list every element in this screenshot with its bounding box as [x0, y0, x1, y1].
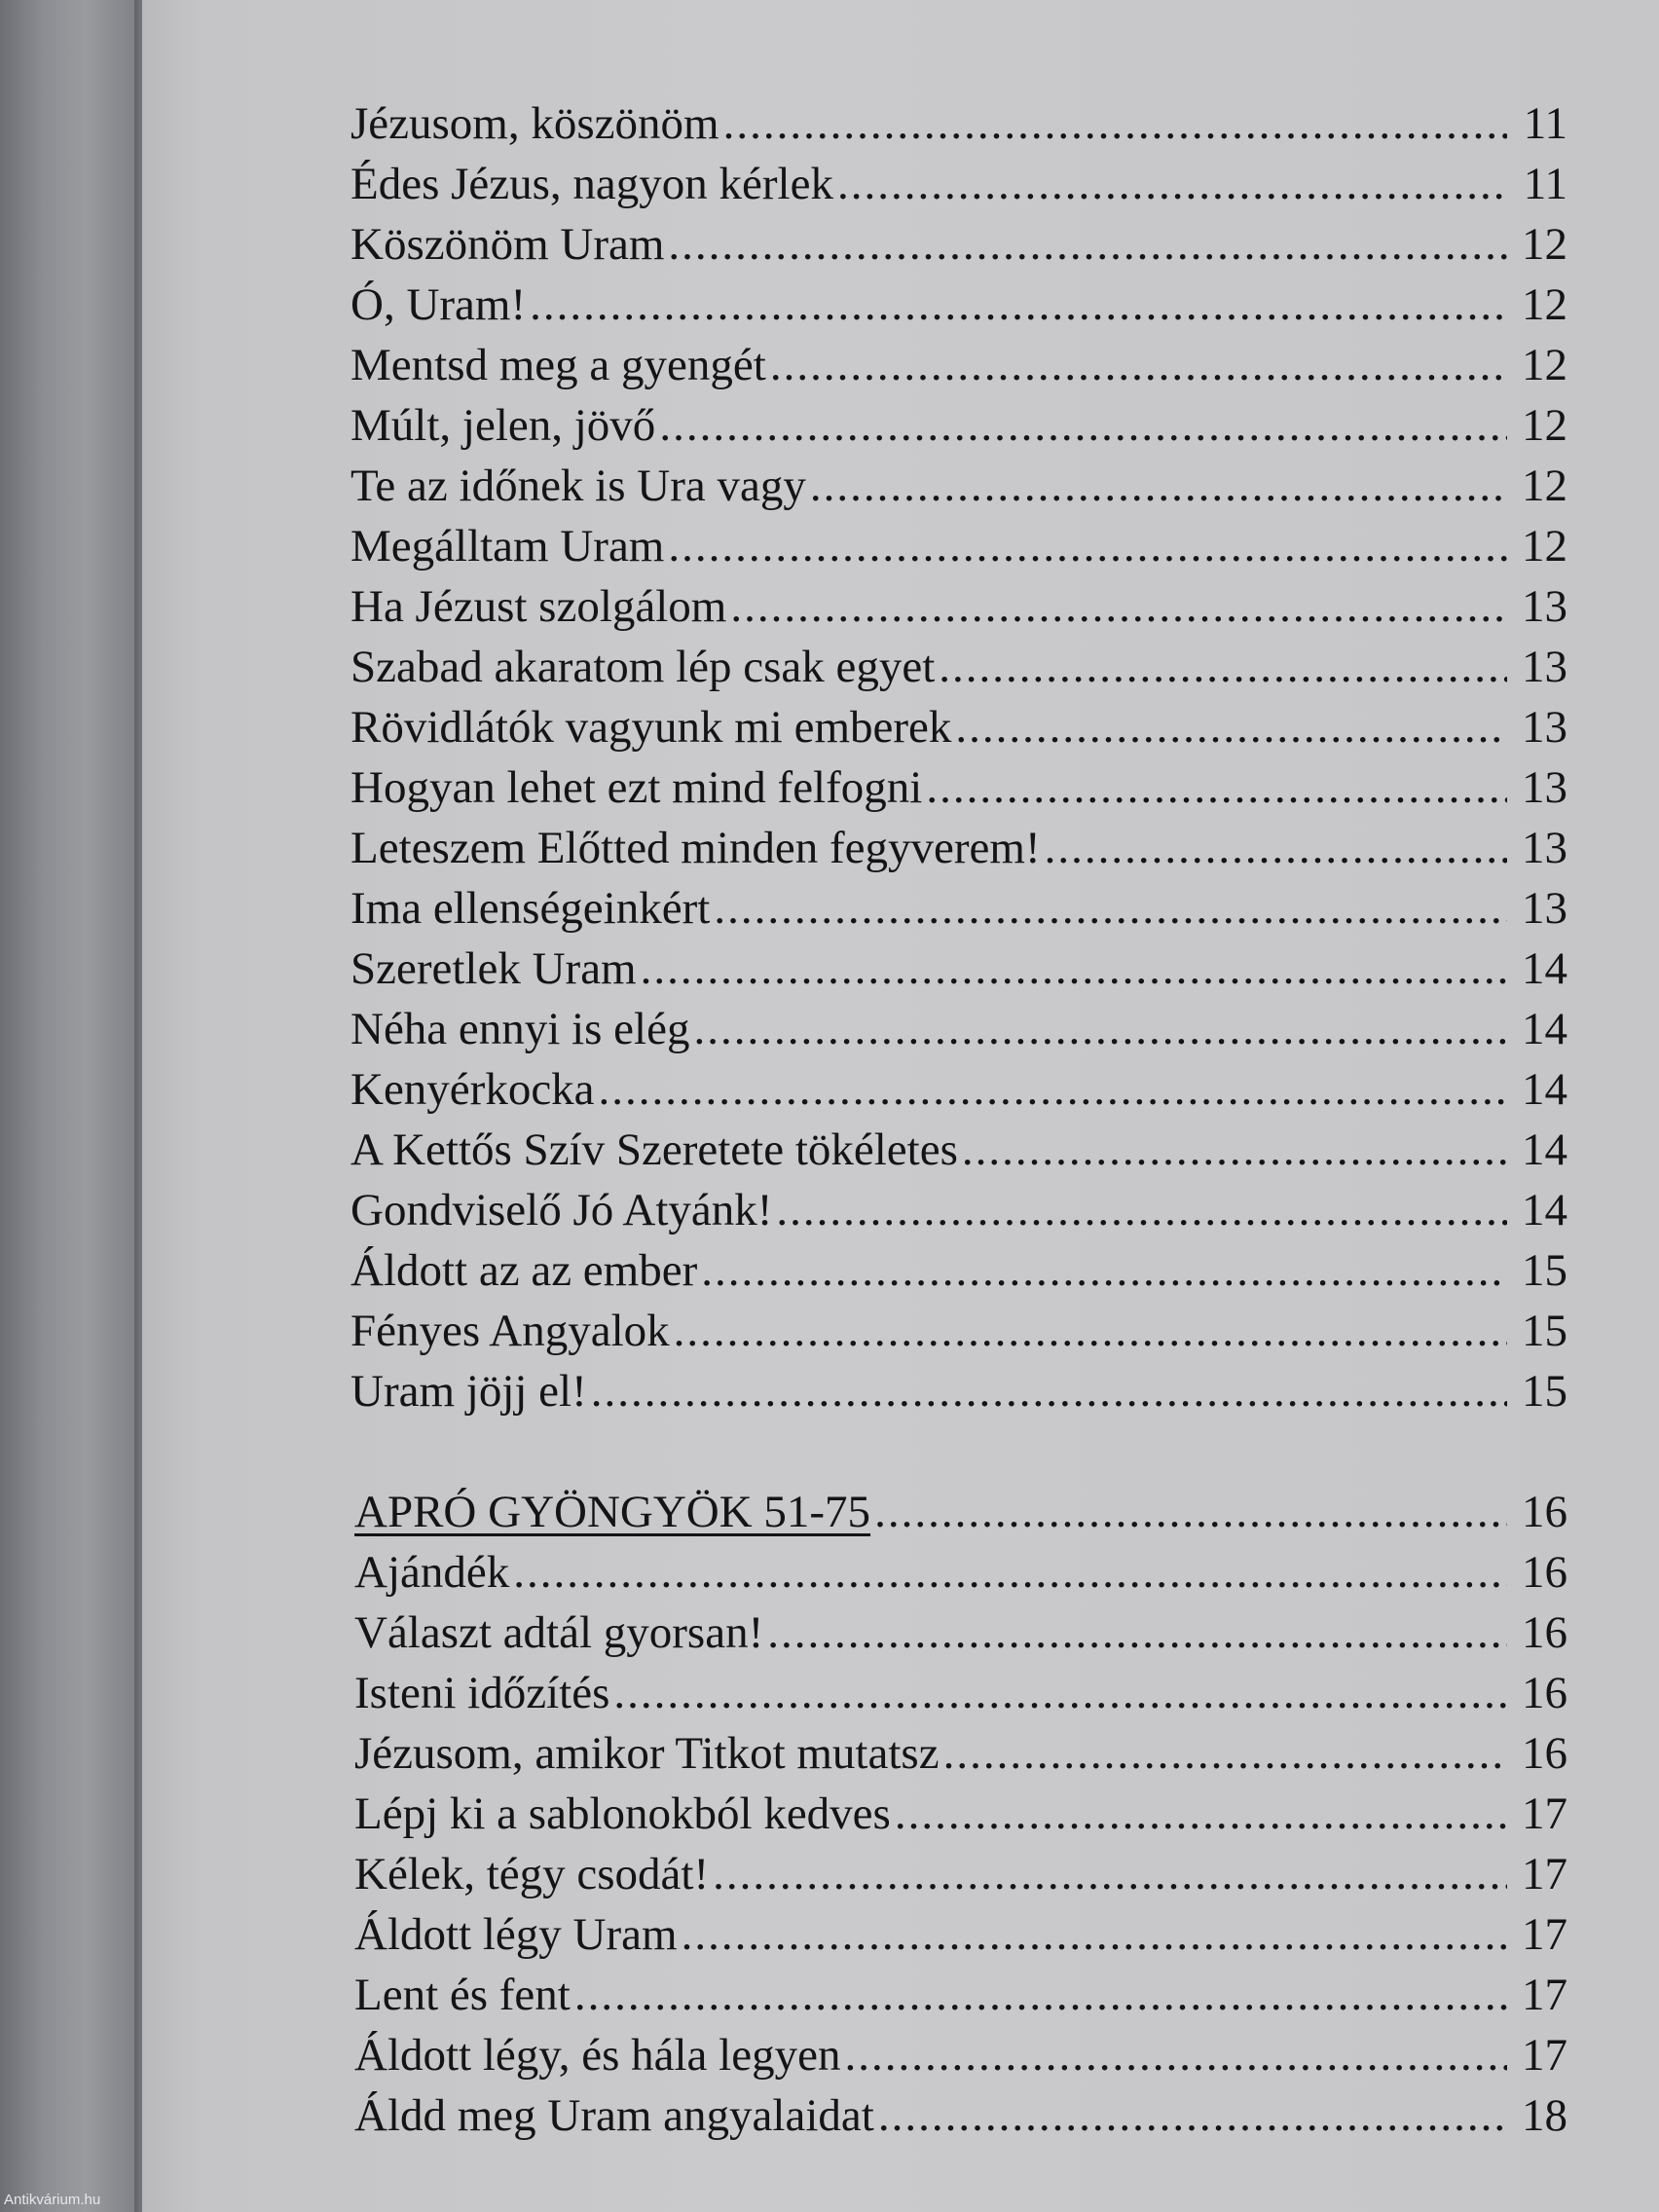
dot-leader	[701, 1240, 1507, 1301]
toc-entry-title: A Kettős Szív Szeretete tökéletes	[350, 1124, 958, 1175]
toc-entry	[350, 1240, 1567, 1301]
toc-section-two	[350, 1482, 1567, 2146]
dot-leader	[837, 154, 1507, 214]
dot-leader	[513, 1542, 1507, 1603]
toc-entry	[350, 1180, 1567, 1240]
toc-entry-page: 16	[1522, 1668, 1567, 1718]
toc-entry	[350, 516, 1567, 576]
dot-leader	[767, 1603, 1507, 1663]
toc-entry-page: 13	[1522, 762, 1567, 813]
toc-entry-title: Múlt, jelen, jövő	[350, 400, 656, 451]
toc-entry-page: 14	[1522, 1004, 1567, 1054]
toc-entry-page: 11	[1523, 98, 1567, 149]
toc-entry-title: Ima ellenségeinkért	[350, 883, 711, 934]
dot-leader	[955, 697, 1507, 757]
toc-entry-page: 15	[1522, 1366, 1567, 1417]
toc-entry-page: 12	[1522, 400, 1567, 451]
toc-entry-page: 13	[1522, 581, 1567, 632]
toc-entry-title: Hogyan lehet ezt mind felfogni	[350, 762, 923, 813]
toc-entry-title: Áldott légy Uram	[354, 1909, 678, 1960]
dot-leader	[668, 516, 1507, 576]
toc-entry-title: Ajándék	[354, 1547, 510, 1598]
toc-entry-page: 11	[1523, 159, 1567, 209]
toc-entry-title: Ó, Uram!	[350, 279, 527, 330]
dot-leader	[844, 2025, 1507, 2085]
toc-entry	[354, 2025, 1567, 2085]
toc-entry-title: Jézusom, köszönöm	[350, 98, 719, 149]
toc-entry	[350, 275, 1567, 335]
dot-leader	[693, 999, 1507, 1059]
toc-entry	[350, 818, 1567, 878]
dot-leader	[591, 1361, 1507, 1421]
dot-leader	[530, 275, 1507, 335]
toc-entry-page: 13	[1522, 883, 1567, 934]
section-heading-page: 16	[1522, 1487, 1567, 1537]
toc-entry-page: 12	[1522, 461, 1567, 511]
dot-leader	[926, 757, 1507, 818]
toc-entry-page: 16	[1522, 1547, 1567, 1598]
toc-entry	[354, 2085, 1567, 2146]
toc-section-one	[350, 93, 1567, 1421]
toc-entry-page: 12	[1522, 219, 1567, 270]
toc-entry	[350, 576, 1567, 637]
toc-entry	[354, 1603, 1567, 1663]
toc-entry-title: Mentsd meg a gyengét	[350, 340, 766, 390]
dot-leader	[895, 1784, 1507, 1844]
dot-leader	[574, 1965, 1507, 2025]
dot-leader	[878, 2085, 1507, 2146]
toc-entry-title: Isteni időzítés	[354, 1668, 610, 1718]
toc-entry	[354, 1904, 1567, 1965]
toc-entry-title: Lépj ki a sablonokból kedves	[354, 1788, 891, 1839]
toc-entry	[354, 1542, 1567, 1603]
table-of-contents	[350, 93, 1567, 2146]
toc-entry	[354, 1965, 1567, 2025]
toc-entry-page: 14	[1522, 943, 1567, 994]
dot-leader	[943, 1723, 1507, 1784]
book-spine	[0, 0, 142, 2212]
toc-entry-page: 14	[1522, 1064, 1567, 1115]
dot-leader	[674, 1301, 1507, 1361]
toc-entry-title: Szabad akaratom lép csak egyet	[350, 642, 936, 692]
dot-leader	[613, 1663, 1507, 1723]
toc-entry	[350, 1120, 1567, 1180]
toc-entry	[354, 1663, 1567, 1723]
dot-leader	[776, 1180, 1507, 1240]
toc-entry-page: 13	[1522, 702, 1567, 753]
toc-entry	[350, 1059, 1567, 1120]
toc-entry-title: Jézusom, amikor Titkot mutatsz	[354, 1728, 940, 1779]
toc-entry	[350, 697, 1567, 757]
toc-entry-title: Áldott légy, és hála legyen	[354, 2030, 841, 2081]
toc-entry	[350, 637, 1567, 697]
toc-entry	[350, 757, 1567, 818]
toc-entry-page: 12	[1522, 521, 1567, 571]
dot-leader	[939, 637, 1507, 697]
dot-leader	[770, 335, 1507, 395]
toc-entry-title: Választ adtál gyorsan!	[354, 1607, 764, 1658]
watermark: Antikvárium.hu	[4, 2192, 101, 2208]
toc-entry-title: Te az időnek is Ura vagy	[350, 461, 806, 511]
toc-entry-title: Rövidlátók vagyunk mi emberek	[350, 702, 952, 753]
toc-entry-title: Ha Jézust szolgálom	[350, 581, 727, 632]
toc-entry-title: Kélek, tégy csodát!	[354, 1849, 710, 1899]
dot-leader	[714, 878, 1507, 939]
section-spacer	[350, 1421, 1567, 1482]
toc-entry-title: Gondviselő Jó Atyánk!	[350, 1185, 773, 1235]
toc-entry-page: 13	[1522, 823, 1567, 873]
toc-entry-page: 15	[1522, 1245, 1567, 1296]
section-heading	[354, 1482, 1567, 1542]
section-heading-title: APRÓ GYÖNGYÖK 51-75	[354, 1487, 871, 1537]
dot-leader	[874, 1482, 1507, 1542]
dot-leader	[962, 1120, 1507, 1180]
toc-entry	[350, 939, 1567, 999]
dot-leader	[659, 395, 1507, 456]
toc-entry-page: 15	[1522, 1306, 1567, 1356]
toc-entry-page: 14	[1522, 1124, 1567, 1175]
dot-leader	[599, 1059, 1507, 1120]
toc-entry-page: 13	[1522, 642, 1567, 692]
toc-entry-page: 17	[1522, 1909, 1567, 1960]
dot-leader	[641, 939, 1507, 999]
toc-entry-title: Megálltam Uram	[350, 521, 665, 571]
toc-entry	[350, 395, 1567, 456]
toc-entry-page: 16	[1522, 1607, 1567, 1658]
dot-leader	[682, 1904, 1507, 1965]
toc-entry	[354, 1784, 1567, 1844]
toc-entry	[350, 1301, 1567, 1361]
toc-entry-page: 18	[1522, 2090, 1567, 2141]
toc-entry-page: 17	[1522, 1970, 1567, 2020]
toc-entry-title: Leteszem Előtted minden fegyverem!	[350, 823, 1041, 873]
toc-entry-title: Édes Jézus, nagyon kérlek	[350, 159, 833, 209]
toc-entry-title: Kenyérkocka	[350, 1064, 595, 1115]
toc-entry	[350, 1361, 1567, 1421]
dot-leader	[730, 576, 1507, 637]
dot-leader	[1045, 818, 1507, 878]
toc-entry-title: Fényes Angyalok	[350, 1306, 670, 1356]
toc-entry	[350, 93, 1567, 154]
toc-entry-page: 12	[1522, 340, 1567, 390]
toc-entry	[354, 1844, 1567, 1904]
toc-entry-page: 17	[1522, 1849, 1567, 1899]
dot-leader	[723, 93, 1507, 154]
toc-entry-title: Szeretlek Uram	[350, 943, 637, 994]
toc-entry	[350, 214, 1567, 275]
toc-entry-title: Lent és fent	[354, 1970, 571, 2020]
toc-entry-page: 14	[1522, 1185, 1567, 1235]
dot-leader	[810, 456, 1507, 516]
toc-entry-page: 17	[1522, 2030, 1567, 2081]
toc-entry-page: 12	[1522, 279, 1567, 330]
toc-entry-title: Uram jöjj el!	[350, 1366, 587, 1417]
dot-leader	[713, 1844, 1507, 1904]
dot-leader	[668, 214, 1507, 275]
toc-entry	[350, 335, 1567, 395]
toc-entry-title: Köszönöm Uram	[350, 219, 665, 270]
toc-entry	[350, 456, 1567, 516]
toc-entry-page: 17	[1522, 1788, 1567, 1839]
toc-entry-page: 16	[1522, 1728, 1567, 1779]
toc-entry	[350, 999, 1567, 1059]
toc-entry	[350, 154, 1567, 214]
toc-entry	[350, 878, 1567, 939]
toc-entry-title: Néha ennyi is elég	[350, 1004, 690, 1054]
toc-entry-title: Áldd meg Uram angyalaidat	[354, 2090, 874, 2141]
toc-entry	[354, 1723, 1567, 1784]
toc-entry-title: Áldott az az ember	[350, 1245, 698, 1296]
